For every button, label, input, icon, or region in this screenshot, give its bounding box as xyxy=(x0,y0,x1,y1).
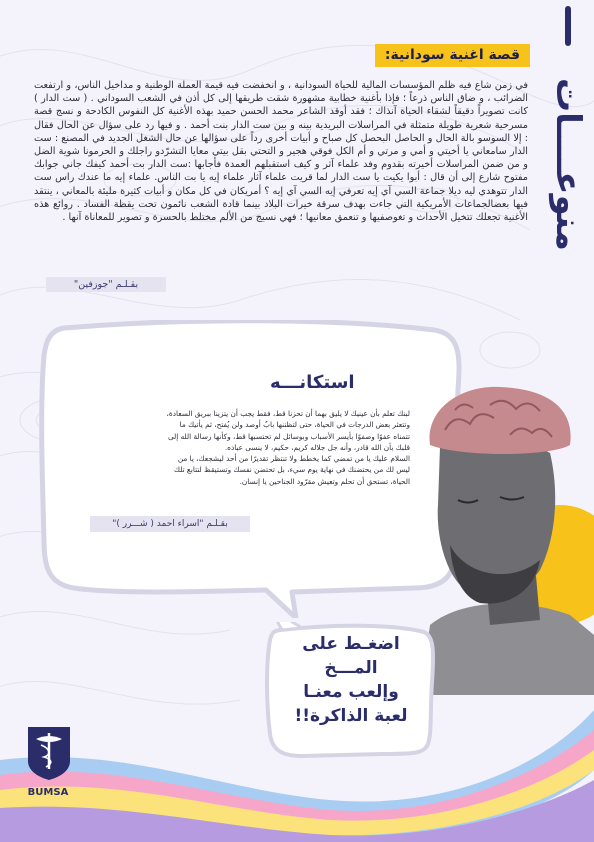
bubble-line: السلام عليك يا من تمضي كما يخطط ولا تنتظر تقديرًا من أحد ليشجعك، يا من xyxy=(177,454,410,464)
cta-line: وإلعب معنـا xyxy=(303,682,399,702)
bumsa-logo xyxy=(26,725,72,780)
bubble-author: بقـلـم "اسراء احمد ( شـــرر )" xyxy=(90,516,250,532)
bubble-line: ليس لك من يحتضنك في نهاية يوم سيء، بل تحتضن نفسك وتستيقظ لتتابع تلك xyxy=(174,465,410,475)
cta-line: اضغـط على xyxy=(302,634,400,654)
bubble-title: استكانـــه xyxy=(270,372,355,393)
cta-line: لعبة الذاكرة!! xyxy=(294,706,408,726)
bubble-line: الحياة، تستحق أن تحلم وتعيش مقرّود الجناحين يا إنسان. xyxy=(239,476,410,486)
logo-text: BUMSA xyxy=(27,787,69,798)
article-author: بقـلـم "جوزفين" xyxy=(46,277,166,292)
side-title-bar xyxy=(565,6,571,46)
article-title: قصة اغنية سودانية: xyxy=(375,44,530,67)
cta-line: المـــخ xyxy=(324,658,378,678)
bubble-line: وتتعثر بعض الدرجات في الحياة، حتى لتظننها بابٌ أوصد ولن يُفتح، ثم يأتيك ما xyxy=(179,420,410,430)
bubble-body xyxy=(90,408,410,487)
memory-game-cta[interactable] xyxy=(276,632,426,728)
bubble-line: لبنك تعلم بأن عينيك لا يليق بهما أن تحزنا قط، فقط يجب أن يتزينا ببريق السعادة، xyxy=(166,409,410,418)
bubble-line: تتمناه عفوًا وصفوًا بأيسر الأسباب وبوسائل لم تحتسبها قط، وكأنها رسالة الله إلى xyxy=(167,431,410,441)
article-body: في زمن شاع فيه ظلم المؤسسات المالية للحياة السودانية ، و انخفضت فيه قيمة العملة الوطنية و مداخيل الناس، و ارتفعت الضرائب ، و ضاق الناس ذرعاً ؛ فإذا بأغنية خطابية مشهورة شقت طريقها إلى كل أذن في الشعب السوداني . ( ست الدار ) كانت تصويراً دقيقاً لشقاء الحياة آنذاك ؛ فقد أوقد الشاعر محمد الحسن حميد بهذه الأغنية كل النفوس الكادحة و نسج قصة مسرحية شعرية طويلة متمثلة في المراسلات البريدية بينه و بين ست الدار بنت أحمد . و فيها رد على سؤال عن الحال فقال : إلا السوسو بالة الحال و الحاصل البحصل كل صباح و أبيات أخرى رداً على سؤالها عن حال الشغل الجديد في المصنع : ست الدار سامعاني يا أخيتي و أمي و مرتي و أم الكل فوقي هجير و التحتي بقل بيتي معايا التشرّدو راجلك و الحرمونا شوية الضل و من ضمن المراسلات أخيرته بقدوم وفد علماء آثر و كيف استقبلهم العمدة فأجابها :ست الدار بت أحمد كيفك جاني جوابك مفتوح شارع إلى أن قال : أبوا يكيت يا ست الدار لما قريت علماء آثار علماء إيه يا بت الناس. علماء إيه ما عندك راس ست الدار تتوهدي ليه ديلا جماعة السي آي إيه تعرفي إيه السي آي إيه ؟ أمريكان في كل مكان و أبيات كثيرة مليئة بالمعاني ، ينتقد فيها بعضالجماعات الأمريكية التي جاءت بهدف سرقة خيرات البلاد بينما قادة الشعب نائمون تحت يقظة الفساد . روائع هذه الأغنية تجعلك تتخيل الأحداث و تغوصفيها و تنعمق معانيها ؛ فهي نسيج من الألم مختلط بالحسرة و تصوير للمعاناة آنها . xyxy=(34,80,528,224)
section-title: منوعــــات xyxy=(548,78,588,251)
bubble-line: قلبك بأن الله قادر، وأنه جل جلاله كريم، حكيم، لا ينسى عباده. xyxy=(224,442,410,452)
